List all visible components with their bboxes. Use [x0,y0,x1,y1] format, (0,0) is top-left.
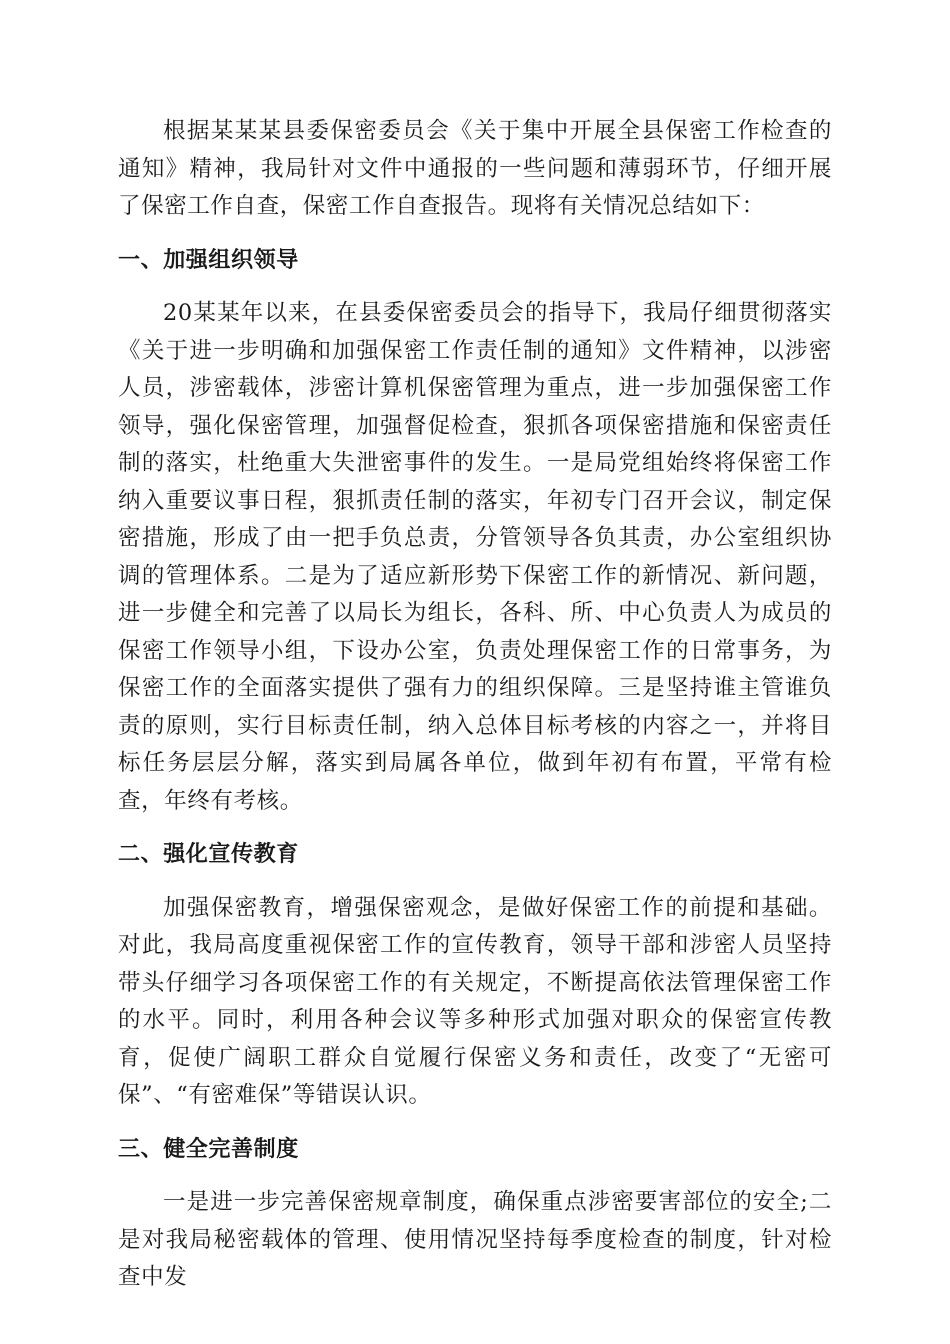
section-2-paragraph: 加强保密教育，增强保密观念，是做好保密工作的前提和基础。对此，我局高度重视保密工作的宣传教育，领导干部和涉密人员坚持带头仔细学习各项保密工作的有关规定，不断提高依法管理保密工作的水平。同时，利用各种会议等多种形式加强对职众的保密宣传教育，促使广阔职工群众自觉履行保密义务和责任，改变了“无密可保”、“有密难保”等错误认识。 [118,894,832,1108]
section-2-heading: 二、强化宣传教育 [118,842,299,867]
section-1-paragraph: 20某某年以来，在县委保密委员会的指导下，我局仔细贯彻落实《关于进一步明确和加强保密工作责任制的通知》文件精神，以涉密人员，涉密载体，涉密计算机保密管理为重点，进一步加强保密工作领导，强化保密管理，加强督促检查，狠抓各项保密措施和保密责任制的落实，杜绝重大失泄密事件的发生。一是局党组始终将保密工作纳入重要议事日程，狠抓责任制的落实，年初专门召开会议，制定保密措施，形成了由一把手负总责，分管领导各负其责，办公室组织协调的管理体系。二是为了适应新形势下保密工作的新情况、新问题，进一步健全和完善了以局长为组长，各科、所、中心负责人为成员的保密工作领导小组，下设办公室，负责处理保密工作的日常事务，为保密工作的全面落实提供了强有力的组织保障。三是坚持谁主管谁负责的原则，实行目标责任制，纳入总体目标考核的内容之一，并将目标任务层层分解，落实到局属各单位，做到年初有布置，平常有检查，年终有考核。 [118,300,832,814]
section-3-paragraph: 一是进一步完善保密规章制度，确保重点涉密要害部位的安全;二是对我局秘密载体的管理、使用情况坚持每季度检查的制度，针对检查中发 [118,1189,832,1290]
intro-paragraph: 根据某某某县委保密委员会《关于集中开展全县保密工作检查的通知》精神，我局针对文件中通报的一些问题和薄弱环节，仔细开展了保密工作自查，保密工作自查报告。现将有关情况总结如下： [118,118,832,219]
document-body [118,113,832,1297]
section-1-heading: 一、加强组织领导 [118,247,299,273]
section-3-heading: 三、健全完善制度 [118,1136,299,1162]
